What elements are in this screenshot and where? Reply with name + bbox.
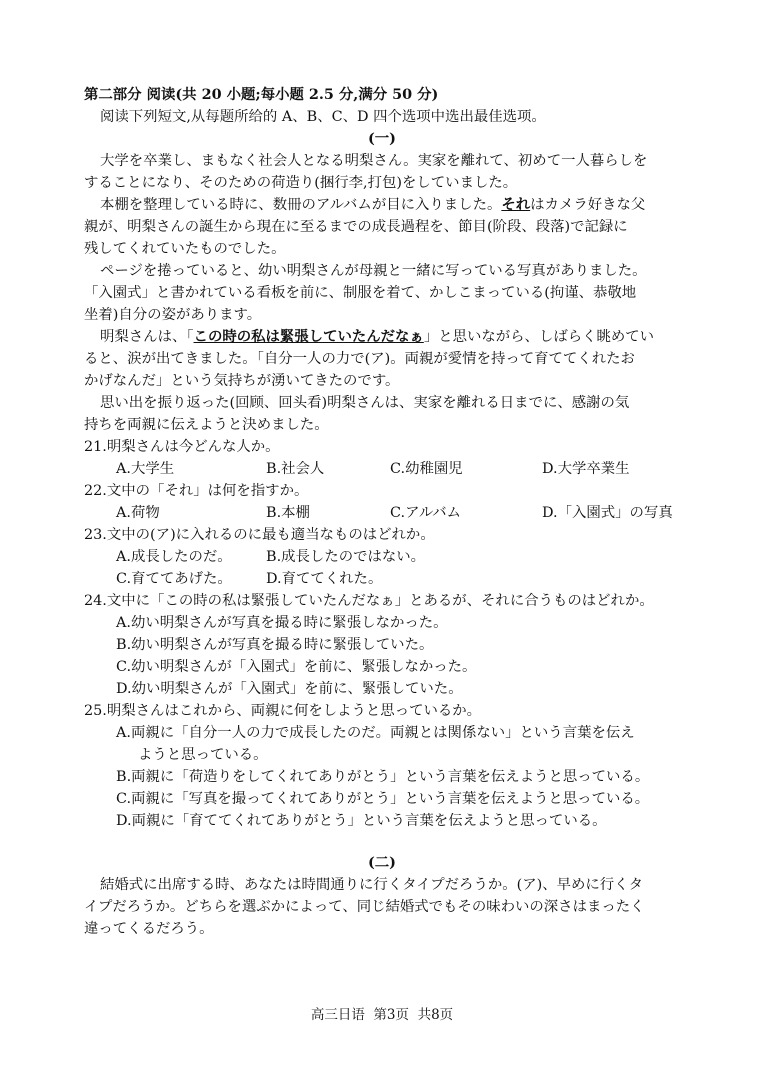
option-c: C.アルバム [390, 505, 462, 521]
section-title: 第二部分 阅读(共 20 小题;每小题 2.5 分,满分 50 分) [84, 86, 439, 103]
passage1-line: 残してくれていたものでした。 [84, 241, 286, 257]
passage1-line: 思い出を振り返った(回顾、回头看)明梨さんは、実家を離れる日までに、感謝の気 [100, 395, 630, 411]
question-stem: 24.文中に「この時の私は緊張していたんだなぁ」とあるが、それに合うものはどれか。 [84, 593, 654, 609]
option-b: B.社会人 [266, 461, 325, 477]
text-segment: はカメラ好きな父 [530, 197, 646, 213]
option-b: B.成長したのではない。 [266, 549, 426, 565]
option-b: B.本棚 [266, 505, 310, 521]
passage1-line: することになり、そのための荷造り(捆行李,打包)をしていました。 [84, 175, 518, 191]
option-c: C.育ててあげた。 [116, 571, 232, 587]
text-segment: 」と思いながら、しばらく眺めてい [423, 329, 655, 345]
passage2-line: 違ってくるだろう。 [84, 921, 214, 937]
question-stem: 21.明梨さんは今どんな人か。 [84, 439, 280, 455]
option-b: B.両親に「荷造りをしてくれてありがとう」という言葉を伝えようと思っている。 [116, 769, 650, 785]
option-c: C.幼稚園児 [390, 461, 463, 477]
underlined-word-sore: それ [501, 196, 531, 213]
page-footer: 高三日语 第3页 共8页 [310, 1007, 454, 1023]
passage1-line: かげなんだ」という気持ちが湧いてきたのです。 [84, 373, 400, 389]
option-d: D.両親に「育ててくれてありがとう」という言葉を伝えようと思っている。 [116, 813, 607, 829]
passage1-line: ると、涙が出てきました。「自分一人の力で(ア)。両親が愛情を持って育ててくれたお [84, 351, 635, 367]
option-a: A.両親に「自分一人の力で成長したのだ。両親とは関係ない」という言葉を伝え [116, 725, 635, 741]
passage1-line [100, 194, 645, 216]
question-stem: 22.文中の「それ」は何を指すか。 [84, 483, 309, 499]
option-d: D.育ててくれた。 [266, 571, 383, 587]
option-a: A.荷物 [116, 505, 160, 521]
text-segment: 本棚を整理している時に、数冊のアルバムが目に入りました。 [100, 197, 502, 213]
passage2-title: (二) [367, 854, 396, 871]
passage2-line: イプだろうか。どちらを選ぶかによって、同じ結婚式でもその味わいの深さはまったく [84, 899, 645, 915]
passage1-title: (一) [367, 130, 396, 147]
option-a-continued: ようと思っている。 [138, 747, 268, 763]
question-stem: 23.文中の(ア)に入れるのに最も適当なものはどれか。 [84, 527, 435, 543]
passage1-line: 「入園式」と書かれている看板を前に、制服を着て、かしこまっている(拘谨、恭敬地 [84, 285, 637, 301]
option-b: B.幼い明梨さんが写真を撮る時に緊張していた。 [116, 637, 434, 653]
option-a: A.大学生 [116, 461, 175, 477]
underlined-quote: この時の私は緊張していたんだなぁ [193, 328, 424, 345]
option-d: D.大学卒業生 [542, 461, 630, 477]
option-a: A.成長したのだ。 [116, 549, 232, 565]
option-d: D.幼い明梨さんが「入園式」を前に、緊張していた。 [116, 681, 463, 697]
passage2-line: 結婚式に出席する時、あなたは時間通りに行くタイプだろうか。(ア)、早めに行くタ [100, 877, 643, 893]
passage1-line: 大学を卒業し、まもなく社会人となる明梨さん。実家を離れて、初めて一人暮らしを [100, 153, 648, 169]
text-segment: 明梨さんは、「 [100, 329, 194, 345]
option-c: C.両親に「写真を撮ってくれてありがとう」という言葉を伝えようと思っている。 [116, 791, 650, 807]
passage1-line: ページを捲っていると、幼い明梨さんが母親と一緒に写っている写真がありました。 [100, 263, 647, 279]
option-a: A.幼い明梨さんが写真を撮る時に緊張しなかった。 [116, 615, 448, 631]
passage1-line: 坐着)自分の姿があります。 [84, 307, 262, 323]
option-d: D.「入園式」の写真 [542, 505, 673, 521]
option-c: C.幼い明梨さんが「入園式」を前に、緊張しなかった。 [116, 659, 477, 675]
passage1-line: 親が、明梨さんの誕生から現在に至るまでの成長過程を、節目(阶段、段落)で記録に [84, 219, 628, 235]
passage1-line: 持ちを両親に伝えようと決めました。 [84, 417, 329, 433]
question-stem: 25.明梨さんはこれから、両親に何をしようと思っているか。 [84, 703, 482, 719]
instruction: 阅读下列短文,从每题所给的 A、B、C、D 四个选项中选出最佳选项。 [100, 109, 546, 125]
passage1-line [100, 326, 654, 348]
